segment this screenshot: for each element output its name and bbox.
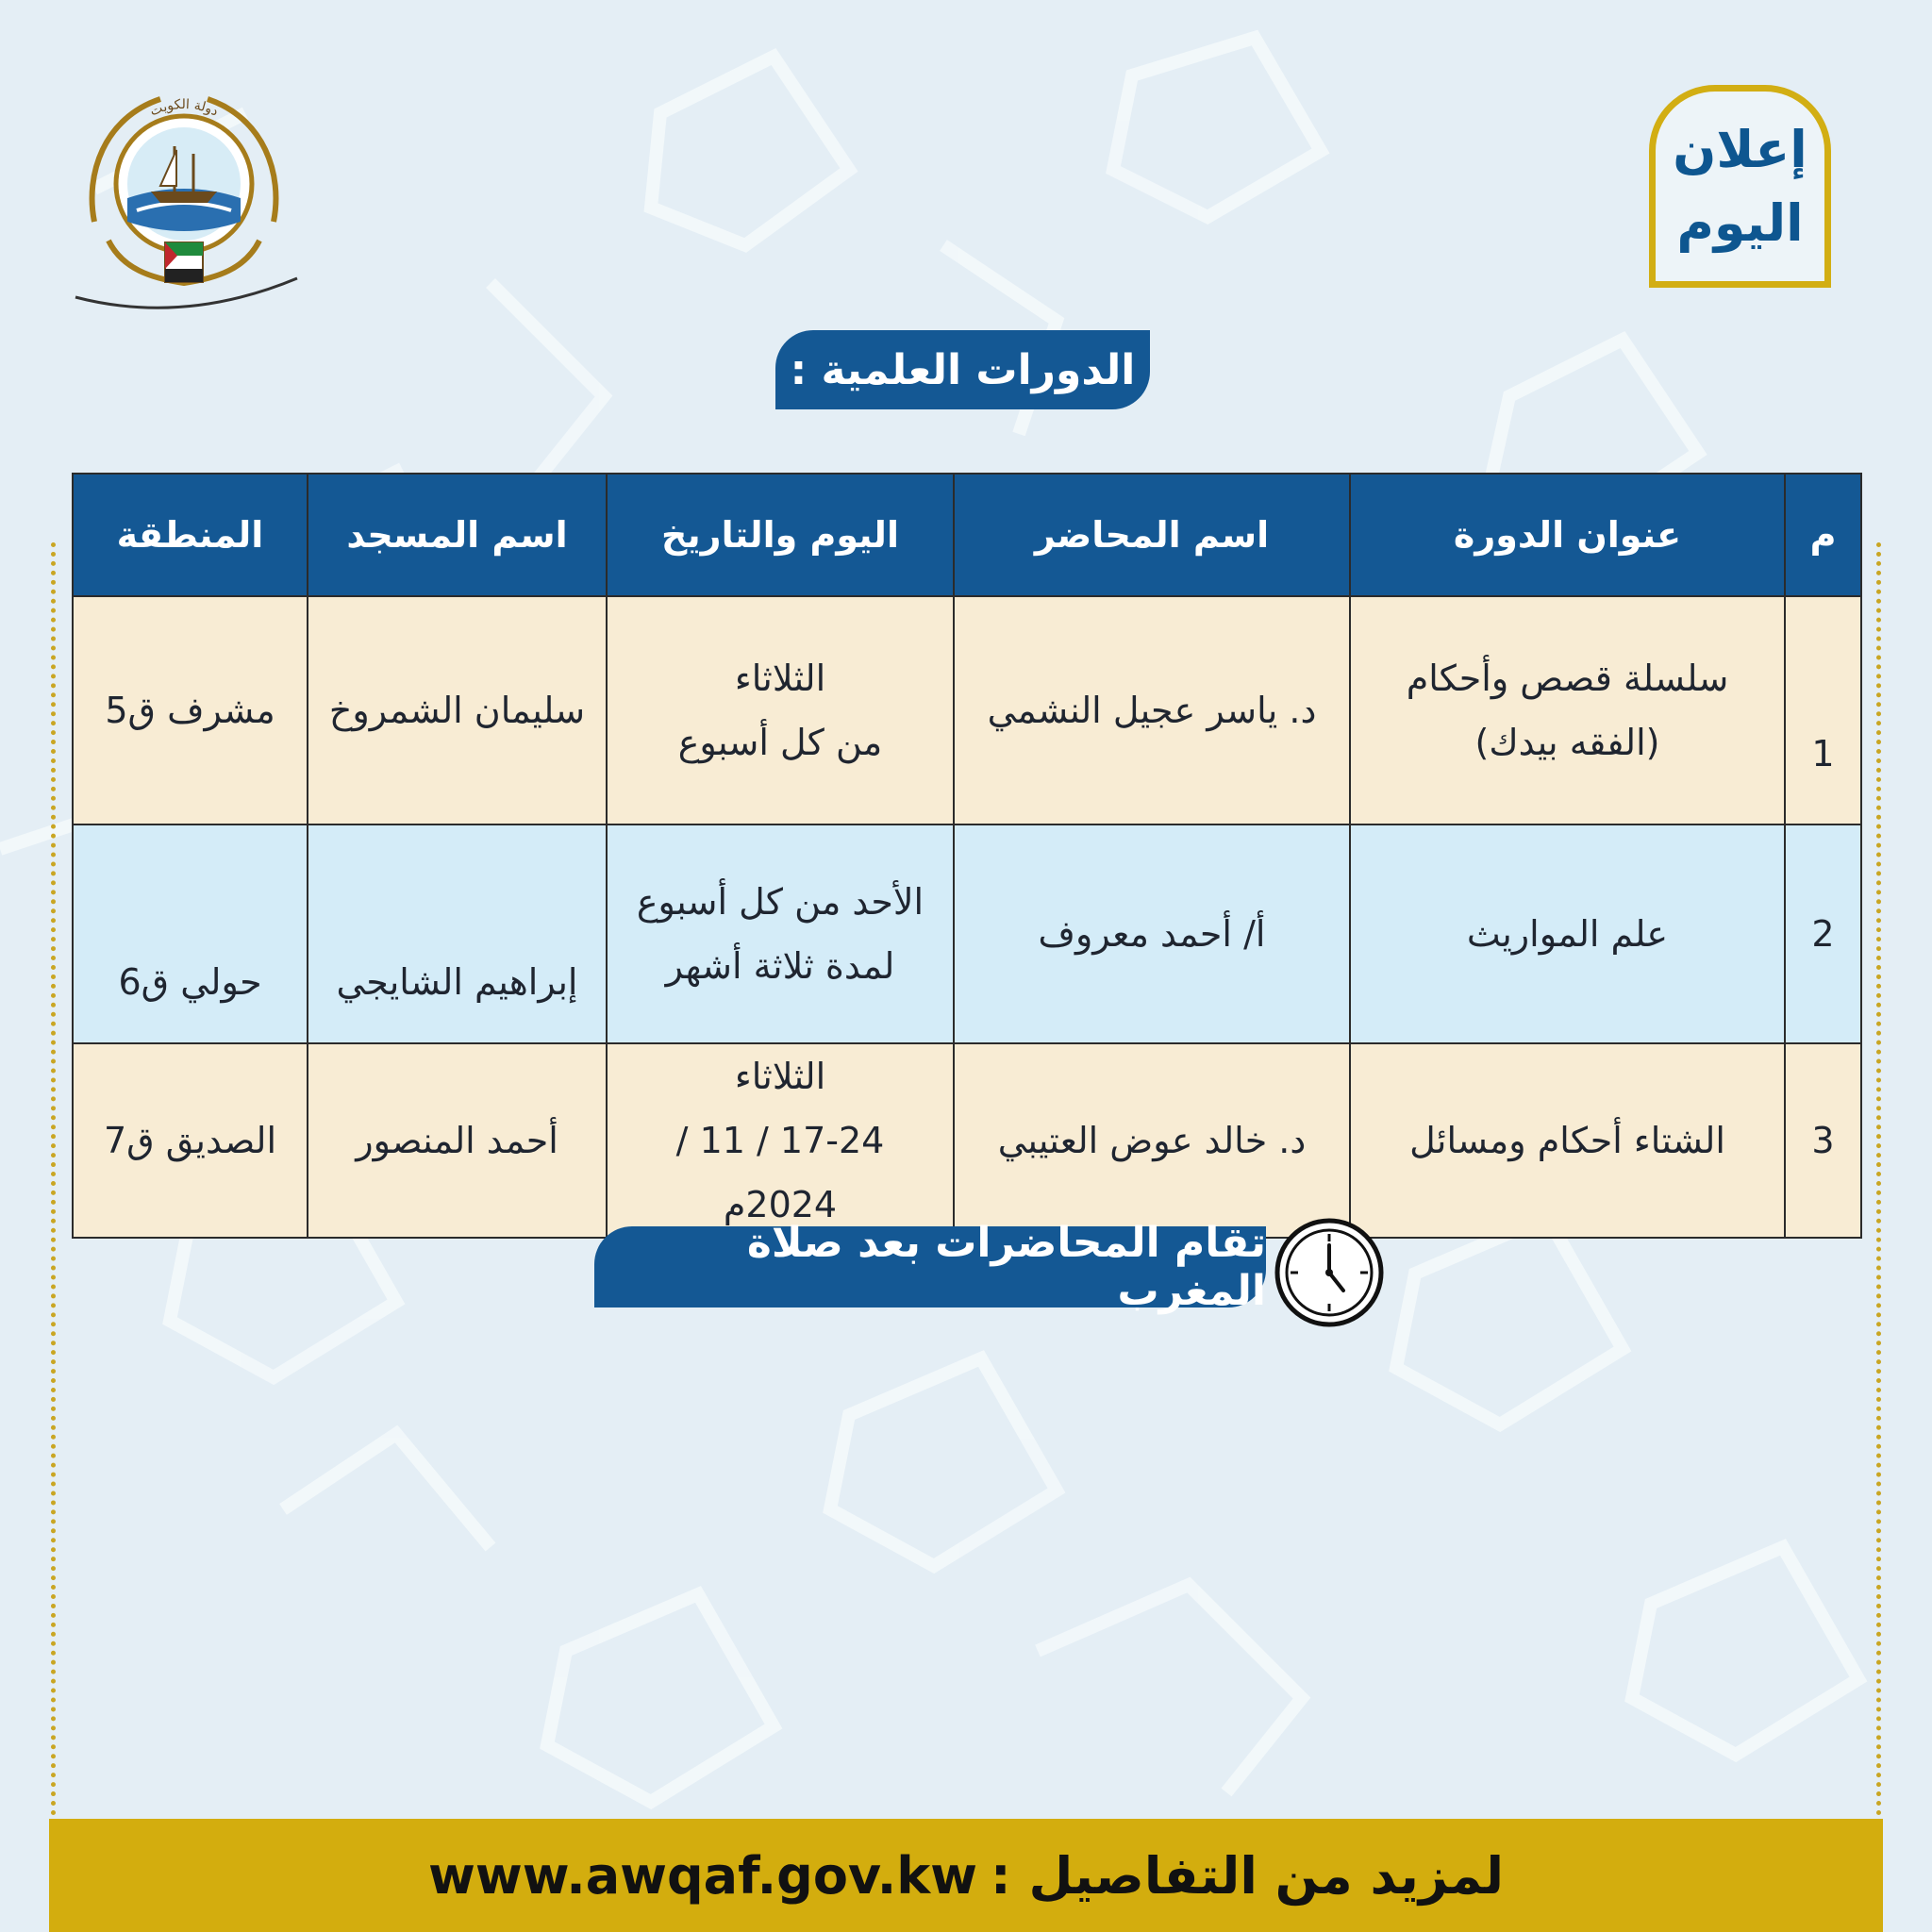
- badge-line-2: اليوم: [1676, 192, 1804, 253]
- svg-text:دولة الكويت: دولة الكويت: [147, 96, 221, 120]
- cell-course-title: [1350, 596, 1785, 824]
- date-line: الأحد من كل أسبوع: [636, 881, 924, 923]
- cell-lecturer: أ/ أحمد معروف: [954, 824, 1350, 1043]
- table-row: [73, 596, 1861, 824]
- cell-course-title: [1350, 824, 1785, 1043]
- header-number: م: [1785, 474, 1861, 596]
- table-row: [73, 1043, 1861, 1238]
- clock-icon: [1274, 1217, 1385, 1328]
- header-course-title: عنوان الدورة: [1350, 474, 1785, 596]
- cell-area: مشرف ق5: [73, 596, 308, 824]
- date-line: 17-24 / 11 / 2024م: [675, 1120, 885, 1225]
- website-link[interactable]: www.awqaf.gov.kw: [427, 1845, 978, 1906]
- section-title: الدورات العلمية :: [775, 330, 1150, 409]
- date-line: الثلاثاء: [734, 658, 826, 699]
- cell-course-title: [1350, 1043, 1785, 1238]
- header-mosque: اسم المسجد: [308, 474, 607, 596]
- course-title-line: سلسلة قصص وأحكام: [1406, 658, 1729, 699]
- cell-mosque: إبراهيم الشايجي: [308, 824, 607, 1043]
- course-title-line: الشتاء أحكام ومسائل: [1409, 1120, 1725, 1161]
- cell-area: الصديق ق7: [73, 1043, 308, 1238]
- course-title-line: علم المواريث: [1466, 913, 1669, 955]
- course-title-line: (الفقه بيدك): [1474, 722, 1660, 763]
- cell-lecturer: د. ياسر عجيل النشمي: [954, 596, 1350, 824]
- cell-number: 1: [1785, 596, 1861, 824]
- cell-number: 2: [1785, 824, 1861, 1043]
- cell-lecturer: د. خالد عوض العتيبي: [954, 1043, 1350, 1238]
- cell-area: حولي ق6: [73, 824, 308, 1043]
- badge-line-1: إعلان: [1673, 119, 1807, 179]
- table-header-row: [73, 474, 1861, 596]
- ministry-emblem-icon: [66, 80, 311, 316]
- announcement-badge: [1649, 85, 1831, 288]
- header-area: المنطقة: [73, 474, 308, 596]
- cell-day-date: [607, 596, 954, 824]
- cell-mosque: أحمد المنصور: [308, 1043, 607, 1238]
- date-line: لمدة ثلاثة أشهر: [665, 945, 895, 987]
- footer-label: لمزيد من التفاصيل :: [991, 1845, 1505, 1906]
- courses-table: [72, 473, 1862, 1239]
- cell-mosque: سليمان الشمروخ: [308, 596, 607, 824]
- cell-day-date: [607, 1043, 954, 1238]
- date-line: الثلاثاء: [734, 1056, 826, 1097]
- header-lecturer: اسم المحاضر: [954, 474, 1350, 596]
- date-line: من كل أسبوع: [677, 722, 883, 763]
- lecture-time-text: تقام المحاضرات بعد صلاة المغرب: [594, 1226, 1266, 1307]
- footer-bar: [49, 1819, 1883, 1932]
- table-row: [73, 824, 1861, 1043]
- header-day-date: اليوم والتاريخ: [607, 474, 954, 596]
- lecture-time-note: [594, 1217, 1387, 1326]
- cell-day-date: [607, 824, 954, 1043]
- cell-number: 3: [1785, 1043, 1861, 1238]
